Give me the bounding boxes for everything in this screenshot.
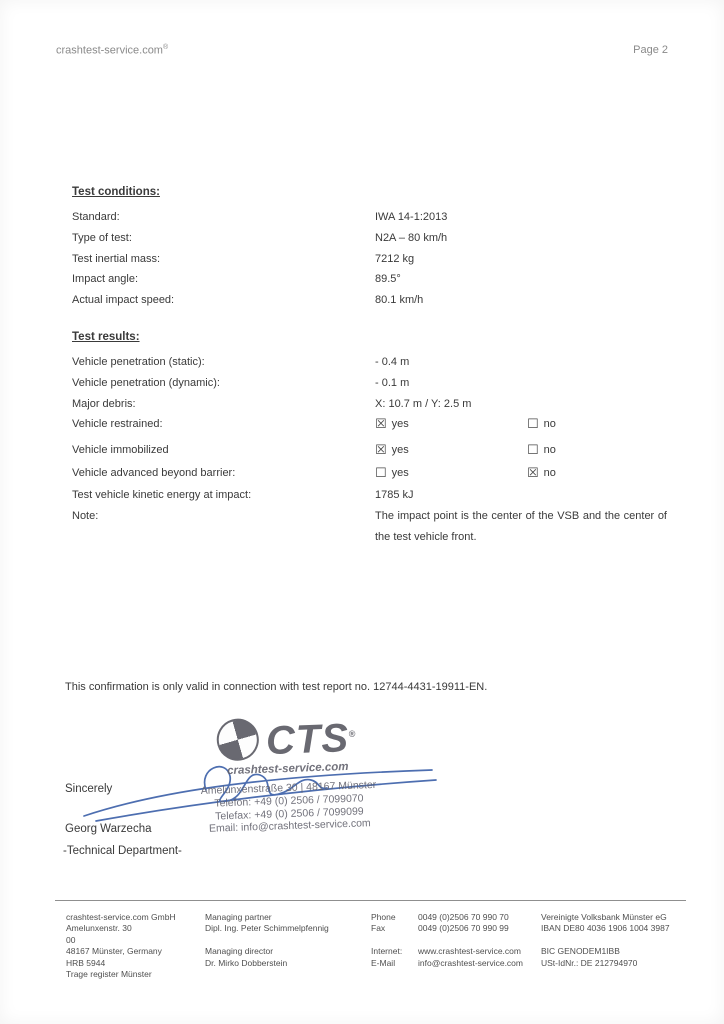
footer-text: 00 <box>66 934 76 945</box>
footer-text: Managing partner <box>205 912 272 922</box>
footer-contact-row <box>371 912 541 923</box>
note-row <box>72 506 665 549</box>
checkbox-row-vehicle-restrained <box>72 414 665 435</box>
field-value: 1785 kJ <box>375 488 414 501</box>
condition-row <box>72 249 665 270</box>
checkbox-empty-icon: ☐ <box>527 416 539 432</box>
stamp-website: crashtest-service.com <box>226 761 349 778</box>
field-label: Vehicle penetration (static): <box>72 356 205 368</box>
field-value: 89.5° <box>375 273 401 286</box>
condition-row <box>72 290 665 311</box>
footer-text <box>205 935 371 946</box>
energy-row <box>72 485 665 506</box>
validity-statement: This confirmation is only valid in connection with test report no. 12744-4431-19911-EN. <box>65 681 488 693</box>
field-label: Vehicle immobilized <box>72 444 169 457</box>
checkbox-label: no <box>543 444 556 457</box>
cts-logo <box>164 710 410 767</box>
condition-row <box>72 228 665 249</box>
checkbox-row-vehicle-advanced <box>72 463 665 484</box>
field-value: - 0.1 m <box>375 376 410 389</box>
checkbox-label: no <box>543 466 556 479</box>
checkbox-checked-icon: ☒ <box>375 416 387 432</box>
section-title: Test conditions: <box>72 186 160 198</box>
footer-text: Dr. Mirko Dobberstein <box>205 957 288 968</box>
field-value: - 0.4 m <box>375 356 410 368</box>
crash-test-marker-icon <box>212 714 264 766</box>
checkbox-label: no <box>543 418 556 431</box>
contact-value: info@crashtest-service.com <box>418 957 523 968</box>
field-value: N2A – 80 km/h <box>375 231 448 244</box>
checkbox-checked-icon: ☒ <box>375 442 387 458</box>
cts-wordmark: CTS® <box>265 716 357 764</box>
yes-checkbox <box>375 414 527 435</box>
contact-label: E-Mail <box>371 957 396 968</box>
no-checkbox <box>527 414 556 435</box>
footer-text: IBAN DE80 4036 1906 1004 3987 <box>541 923 670 934</box>
footer-contact-column <box>371 912 541 980</box>
yes-checkbox <box>375 440 527 461</box>
checkbox-label: yes <box>391 418 409 431</box>
test-conditions-section <box>72 186 665 311</box>
footer-text: BIC GENODEM1IBB <box>541 946 620 957</box>
footer-text: HRB 5944 <box>66 957 106 968</box>
footer-text: crashtest-service.com GmbH <box>66 912 176 922</box>
field-label: Impact angle: <box>72 273 139 286</box>
contact-value: 0049 (0)2506 70 990 99 <box>418 923 509 934</box>
condition-row <box>72 269 665 290</box>
field-value: 80.1 km/h <box>375 294 424 307</box>
signer-name: Georg Warzecha <box>65 823 152 835</box>
checkbox-row-vehicle-immobilized <box>72 440 665 461</box>
contact-value: 0049 (0)2506 70 990 70 <box>418 912 509 922</box>
no-checkbox <box>527 463 556 484</box>
checkbox-empty-icon: ☐ <box>375 464 387 480</box>
footer-text: Vereinigte Volksbank Münster eG <box>541 912 667 922</box>
footer-bank-column <box>541 912 700 980</box>
contact-label: Fax <box>371 923 386 934</box>
footer-management-column <box>205 912 371 980</box>
footer-contact-row <box>371 935 541 946</box>
footer-divider <box>55 900 686 901</box>
page-number: Page 2 <box>633 44 668 56</box>
footer-contact-row <box>371 946 541 957</box>
section-title: Test results: <box>72 331 140 343</box>
page-footer <box>66 912 700 980</box>
field-label: Major debris: <box>72 397 136 410</box>
field-label: Vehicle penetration (dynamic): <box>72 376 220 389</box>
result-row <box>72 373 665 394</box>
signer-department: -Technical Department- <box>63 845 182 857</box>
yes-checkbox <box>375 463 527 484</box>
registered-mark: ® <box>348 728 357 739</box>
stamp-fax: Telefax: +49 (0) 2506 / 7099099 <box>214 804 364 823</box>
checkbox-label: yes <box>391 444 409 457</box>
checkbox-checked-icon: ☒ <box>527 464 539 480</box>
stamp-phone: Telefon: +49 (0) 2506 / 7099070 <box>214 792 364 810</box>
condition-row <box>72 207 665 228</box>
footer-text: Dipl. Ing. Peter Schimmelpfennig <box>205 923 329 934</box>
footer-company-column <box>66 912 205 980</box>
field-label: Standard: <box>72 211 120 223</box>
field-label: Test inertial mass: <box>72 252 161 265</box>
field-label: Test vehicle kinetic energy at impact: <box>72 488 252 501</box>
field-value: IWA 14-1:2013 <box>375 211 448 223</box>
no-checkbox <box>527 440 556 461</box>
registered-mark: ® <box>162 44 169 51</box>
footer-text: 48167 Münster, Germany <box>66 946 162 957</box>
field-label: Type of test: <box>72 231 132 244</box>
stamp-email: Email: info@crashtest-service.com <box>208 817 371 835</box>
contact-label: Internet: <box>371 946 403 957</box>
field-label: Actual impact speed: <box>72 294 175 307</box>
footer-text: Trage register Münster <box>66 969 152 980</box>
footer-text: Amelunxenstr. 30 <box>66 923 132 934</box>
footer-contact-row <box>371 923 541 934</box>
contact-label: Phone <box>371 912 396 922</box>
note-text: The impact point is the center of the VSB and the center of the test vehicle front. <box>375 509 667 544</box>
field-label: Vehicle restrained: <box>72 418 163 431</box>
field-label: Vehicle advanced beyond barrier: <box>72 466 236 479</box>
page-header <box>56 44 668 57</box>
contact-value: www.crashtest-service.com <box>418 946 521 957</box>
field-value: 7212 kg <box>375 252 415 265</box>
closing-word: Sincerely <box>65 783 113 795</box>
checkbox-empty-icon: ☐ <box>527 442 539 458</box>
footer-contact-row <box>371 958 541 969</box>
footer-text: Managing director <box>205 946 274 957</box>
contact-label <box>371 935 418 946</box>
test-results-section <box>72 331 665 549</box>
checkbox-label: yes <box>391 466 409 479</box>
field-value: X: 10.7 m / Y: 2.5 m <box>375 397 472 410</box>
company-stamp <box>164 710 412 837</box>
stamp-address-block <box>166 778 412 837</box>
result-row <box>72 352 665 373</box>
stamp-street: Amelunxenstraße 30 | 48167 Münster <box>200 779 377 798</box>
field-label: Note: <box>72 509 99 522</box>
footer-text: USt-IdNr.: DE 212794970 <box>541 957 638 968</box>
footer-text <box>541 935 700 946</box>
result-row <box>72 394 665 415</box>
brand-text: crashtest-service.com® <box>56 44 169 57</box>
